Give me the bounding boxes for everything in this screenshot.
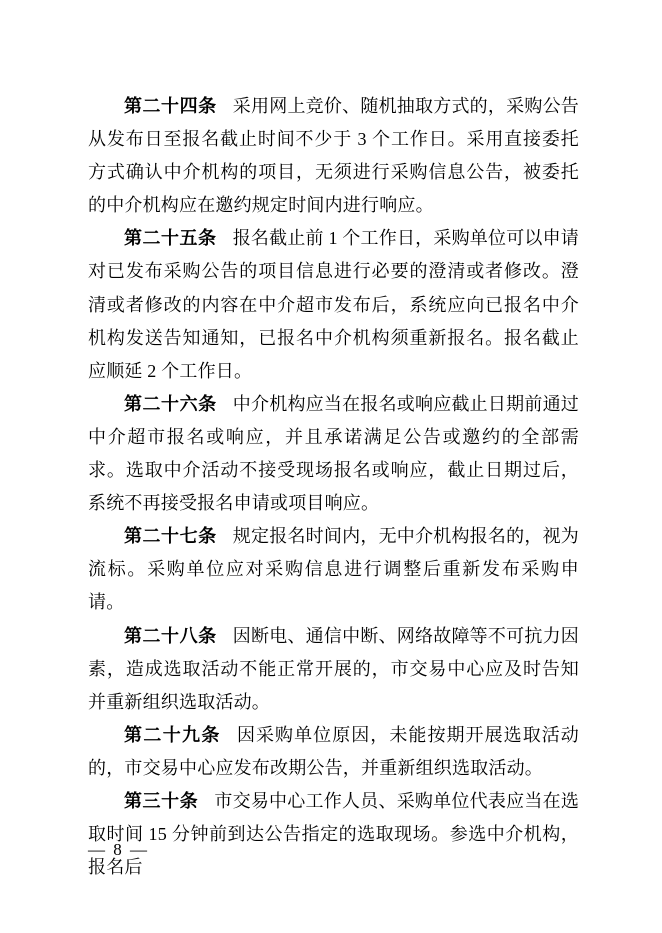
article-text: 报名截止前 1 个工作日，采购单位可以申请对已发布采购公告的项目信息进行必要的澄清或者修改。澄清或者修改的内容在中介超市发布后，系统应向已报名中介机构发送告知通知，已报名中介机构须重新报名。报名截止应顺延 2 个工作日。 [88, 228, 580, 381]
article-paragraph [88, 222, 579, 387]
article-paragraph [88, 620, 579, 719]
article-text: 因采购单位原因，未能按期开展选取活动的，市交易中心应发布改期公告，并重新组织选取活动。 [88, 724, 580, 778]
article-text: 规定报名时间内，无中介机构报名的，视为流标。采购单位应对采购信息进行调整后重新发布采购申请。 [88, 526, 579, 613]
article-number: 第二十八条 [124, 625, 217, 646]
page-number-footer: — 8 — [88, 840, 149, 859]
article-paragraph [88, 90, 579, 222]
article-number: 第二十四条 [124, 96, 217, 116]
article-text: 中介机构应当在报名或响应截止日期前通过中介超市报名或响应，并且承诺满足公告或邀约的全部需求。选取中介活动不接受现场报名或响应，截止日期过后，系统不再接受报名申请或项目响应。 [88, 393, 579, 514]
article-number: 第三十条 [124, 790, 199, 811]
article-paragraph [88, 785, 579, 884]
article-number: 第二十七条 [124, 526, 217, 547]
article-number: 第二十九条 [124, 724, 221, 745]
article-paragraph [88, 520, 579, 619]
article-text: 因断电、通信中断、网络故障等不可抗力因素，造成选取活动不能正常开展的，市交易中心应及时告知并重新组织选取活动。 [88, 625, 579, 712]
document-body [88, 90, 579, 884]
article-text: 采用网上竞价、随机抽取方式的，采购公告从发布日至报名截止时间不少于 3 个工作日。采用直接委托方式确认中介机构的项目，无须进行采购信息公告，被委托的中介机构应在邀约规定时间内进行响应。 [88, 96, 579, 216]
article-number: 第二十六条 [124, 393, 217, 414]
article-paragraph [88, 388, 579, 520]
article-text: 市交易中心工作人员、采购单位代表应当在选取时间 15 分钟前到达公告指定的选取现场。参选中介机构，报名后 [88, 790, 580, 878]
article-paragraph [88, 719, 579, 785]
article-number: 第二十五条 [124, 228, 217, 249]
